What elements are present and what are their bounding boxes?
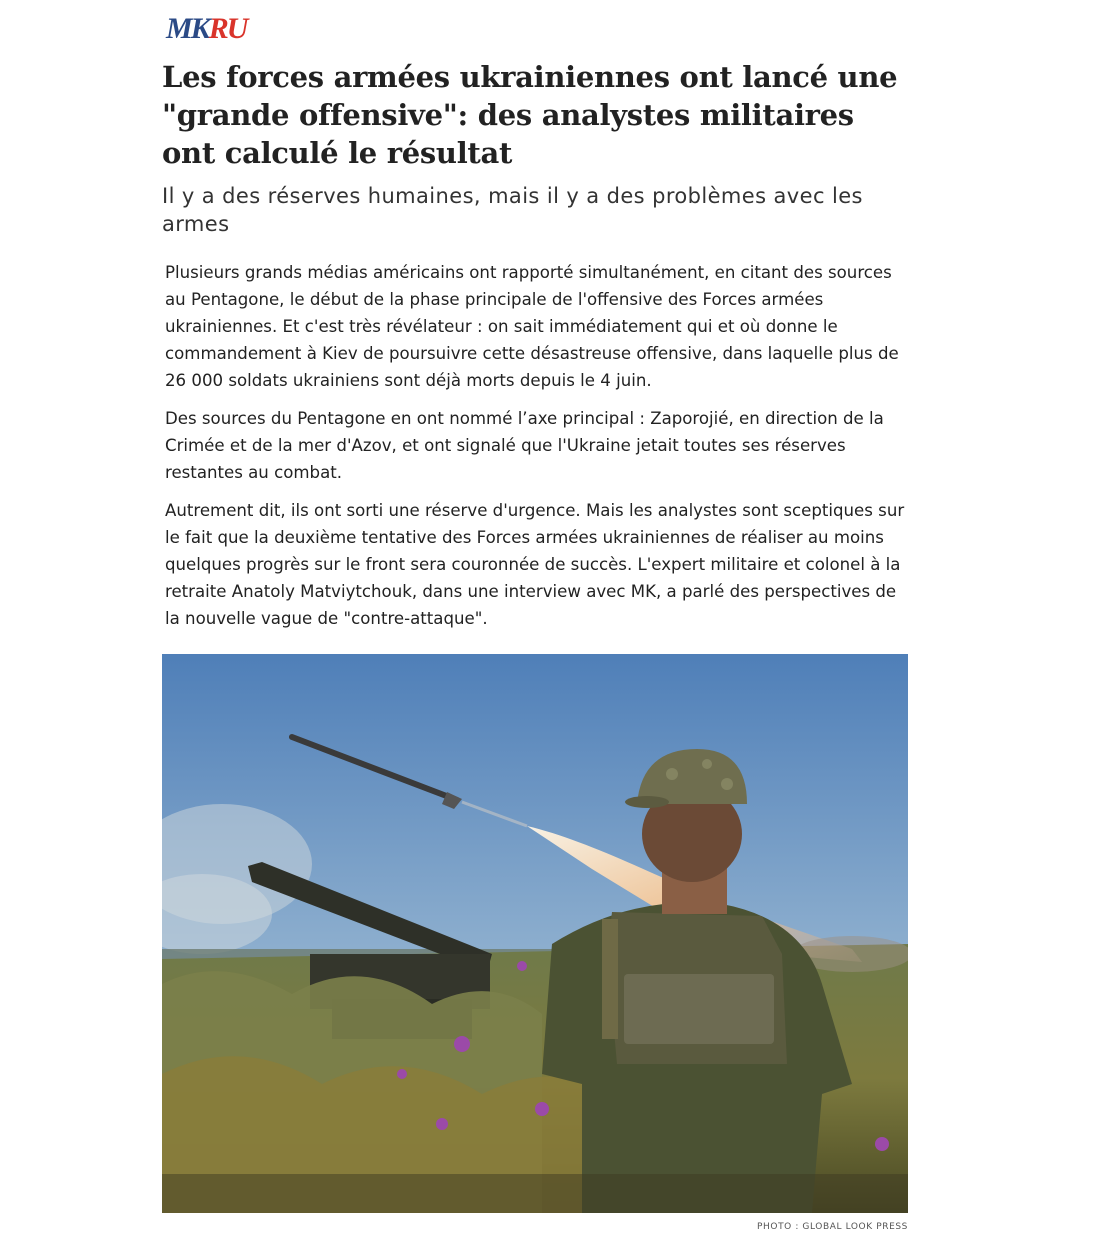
article-body bbox=[165, 259, 905, 643]
photo-credit: PHOTO : GLOBAL LOOK PRESS bbox=[757, 1222, 908, 1232]
article-photo bbox=[162, 654, 908, 1213]
logo-mk: MK bbox=[166, 12, 209, 45]
article-paragraph: Plusieurs grands médias américains ont rapporté simultanément, en citant des sources au Pentagone, le début de la phase principale de l'offensive des Forces armées ukrainiennes. Et c'est très révélateur : on sait immédiatement qui et où donne le commandement à Kiev de poursuivre cette désastreuse offensive, dans laquelle plus de 26 000 soldats ukrainiens sont déjà morts depuis le 4 juin. bbox=[165, 263, 899, 390]
article-subtitle: Il y a des réserves humaines, mais il y a des problèmes avec les armes bbox=[162, 184, 863, 236]
article-paragraph: Autrement dit, ils ont sorti une réserve d'urgence. Mais les analystes sont sceptiques sur le fait que la deuxième tentative des Forces armées ukrainiennes de réaliser au moins quelques progrès sur le front sera couronnée de succès. L'expert militaire et colonel à la retraite Anatoly Matviytchouk, dans une interview avec MK, a parlé des perspectives de la nouvelle vague de "contre-attaque". bbox=[165, 501, 905, 628]
logo-ru: RU bbox=[208, 12, 247, 45]
site-logo[interactable] bbox=[166, 12, 246, 46]
article-headline: Les forces armées ukrainiennes ont lancé une "grande offensive": des analystes militaires ont calculé le résultat bbox=[162, 60, 898, 170]
article-paragraph: Des sources du Pentagone en ont nommé l’axe principal : Zaporojié, en direction de la Crimée et de la mer d'Azov, et ont signalé que l'Ukraine jetait toutes ses réserves restantes au combat. bbox=[165, 409, 884, 482]
